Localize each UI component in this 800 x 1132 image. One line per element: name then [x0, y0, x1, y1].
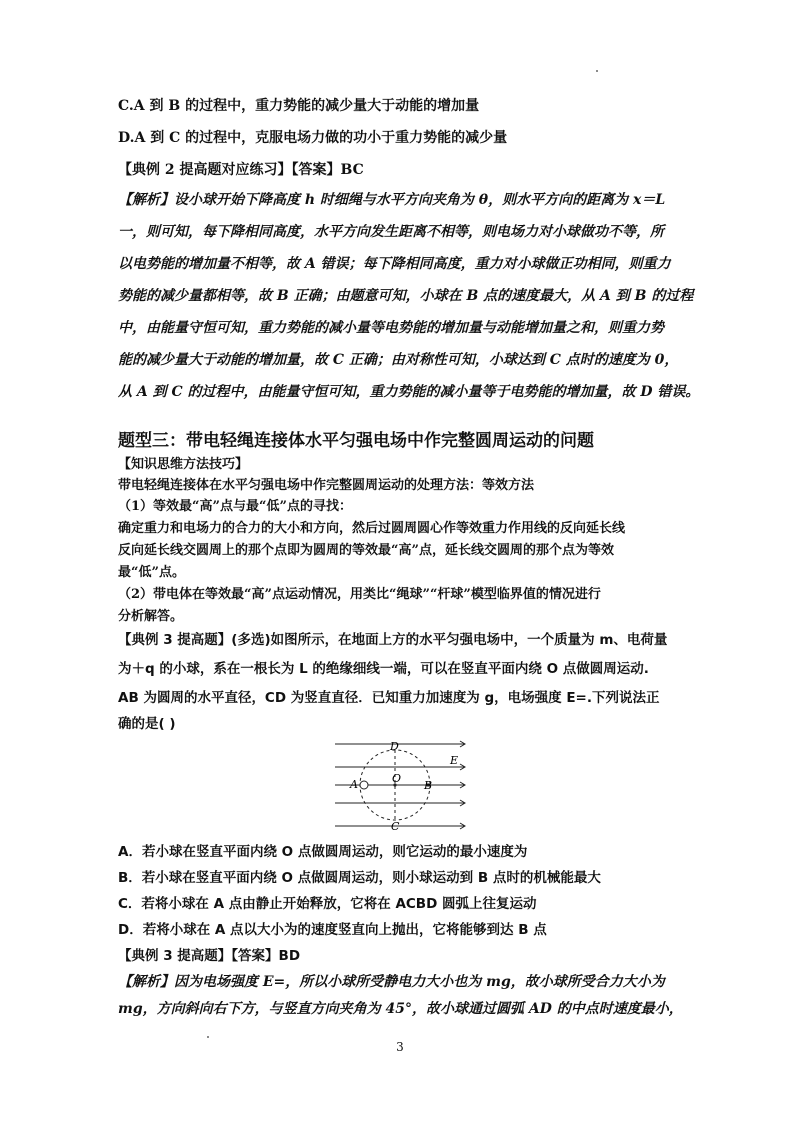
method-line: 带电轻绳连接体在水平匀强电场中作完整圆周运动的处理方法：等效方法 [118, 478, 535, 493]
method-line: 反向延长线交圆周上的那个点即为圆周的等效最“高”点，延长线交圆周的那个点为等效 [118, 543, 614, 558]
label-e: E [450, 754, 459, 767]
section-title: 题型三：带电轻绳连接体水平匀强电场中作完整圆周运动的问题 [118, 431, 594, 451]
label-d: D [390, 740, 399, 753]
option-d: D．若将小球在 A 点以大小为的速度竖直向上抛出，它将能够到达 B 点 [118, 922, 547, 938]
analysis-line: 一，则可知，每下降相同高度，水平方向发生距离不相等，则电场力对小球做功不等，所 [118, 224, 664, 240]
charged-ball [360, 781, 368, 789]
problem-line: 确的是( ) [118, 716, 176, 732]
analysis-line: 中，由能量守恒可知，重力势能的减小量等电势能的增加量与动能增加量之和，则重力势 [118, 320, 664, 336]
scan-speck [207, 1036, 209, 1038]
problem-line: 【典例 3 提高题】(多选)如图所示，在地面上方的水平匀强电场中，一个质量为 m、电荷量 [118, 632, 668, 648]
option-b: B．若小球在竖直平面内绕 O 点做圆周运动，则小球运动到 B 点时的机械能最大 [118, 870, 601, 886]
analysis-line: mg，方向斜向右下方，与竖直方向夹角为 45°，故小球通过圆弧 AD 的中点时速度最小， [118, 1001, 683, 1017]
label-o: O [392, 772, 402, 785]
method-line: （2）带电体在等效最“高”点运动情况，用类比“绳球”“杆球”模型临界值的情况进行 [118, 587, 601, 602]
option-d-text: D.A 到 C 的过程中，克服电场力做的功小于重力势能的减少量 [118, 130, 508, 146]
page-number: 3 [396, 1040, 404, 1054]
analysis-line: 势能的减少量都相等，故 B 正确；由题意可知，小球在 B 点的速度最大，从 A 到 B 的过程 [118, 288, 694, 304]
option-a: A．若小球在竖直平面内绕 O 点做圆周运动，则它运动的最小速度为 [118, 844, 528, 860]
analysis-line: 【解析】因为电场强度 E=，所以小球所受静电力大小也为 mg，故小球所受合力大小为 [118, 974, 665, 990]
option-c-text: C.A 到 B 的过程中，重力势能的减少量大于动能的增加量 [118, 98, 480, 114]
method-line: 分析解答。 [118, 609, 184, 624]
method-heading: 【知识思维方法技巧】 [118, 457, 249, 472]
scan-speck [596, 70, 598, 72]
label-b: B [424, 779, 433, 792]
analysis-line: 从 A 到 C 的过程中，由能量守恒可知，重力势能的减小量等于电势能的增加量，故 D 错误。 [118, 384, 700, 400]
circle-field-figure [330, 736, 470, 836]
analysis-line: 【解析】设小球开始下降高度 h 时细绳与水平方向夹角为 θ，则水平方向的距离为 x＝L [118, 192, 666, 208]
method-line: 最“低”点。 [118, 565, 185, 580]
label-c: C [391, 820, 400, 833]
problem-line: 为＋q 的小球，系在一根长为 L 的绝缘细线一端，可以在竖直平面内绕 O 点做圆周运动. [118, 661, 649, 677]
analysis-line: 以电势能的增加量不相等，故 A 错误；每下降相同高度，重力对小球做正功相同，则重力 [118, 256, 671, 272]
method-line: （1）等效最“高”点与最“低”点的寻找： [118, 499, 352, 514]
method-line: 确定重力和电场力的合力的大小和方向，然后过圆周圆心作等效重力作用线的反向延长线 [118, 521, 626, 536]
analysis-line: 能的减少量大于动能的增加量，故 C 正确；由对称性可知，小球达到 C 点时的速度为 0， [118, 352, 679, 368]
answer-heading-2: 【典例 2 提高题对应练习】【答案】BC [118, 162, 364, 178]
answer-heading-3: 【典例 3 提高题】【答案】BD [118, 948, 301, 964]
problem-line: AB 为圆周的水平直径，CD 为竖直直径．已知重力加速度为 g，电场强度 E=.下列说法正 [118, 690, 660, 706]
label-a: A [350, 778, 358, 791]
option-c: C．若将小球在 A 点由静止开始释放，它将在 ACBD 圆弧上往复运动 [118, 896, 537, 912]
